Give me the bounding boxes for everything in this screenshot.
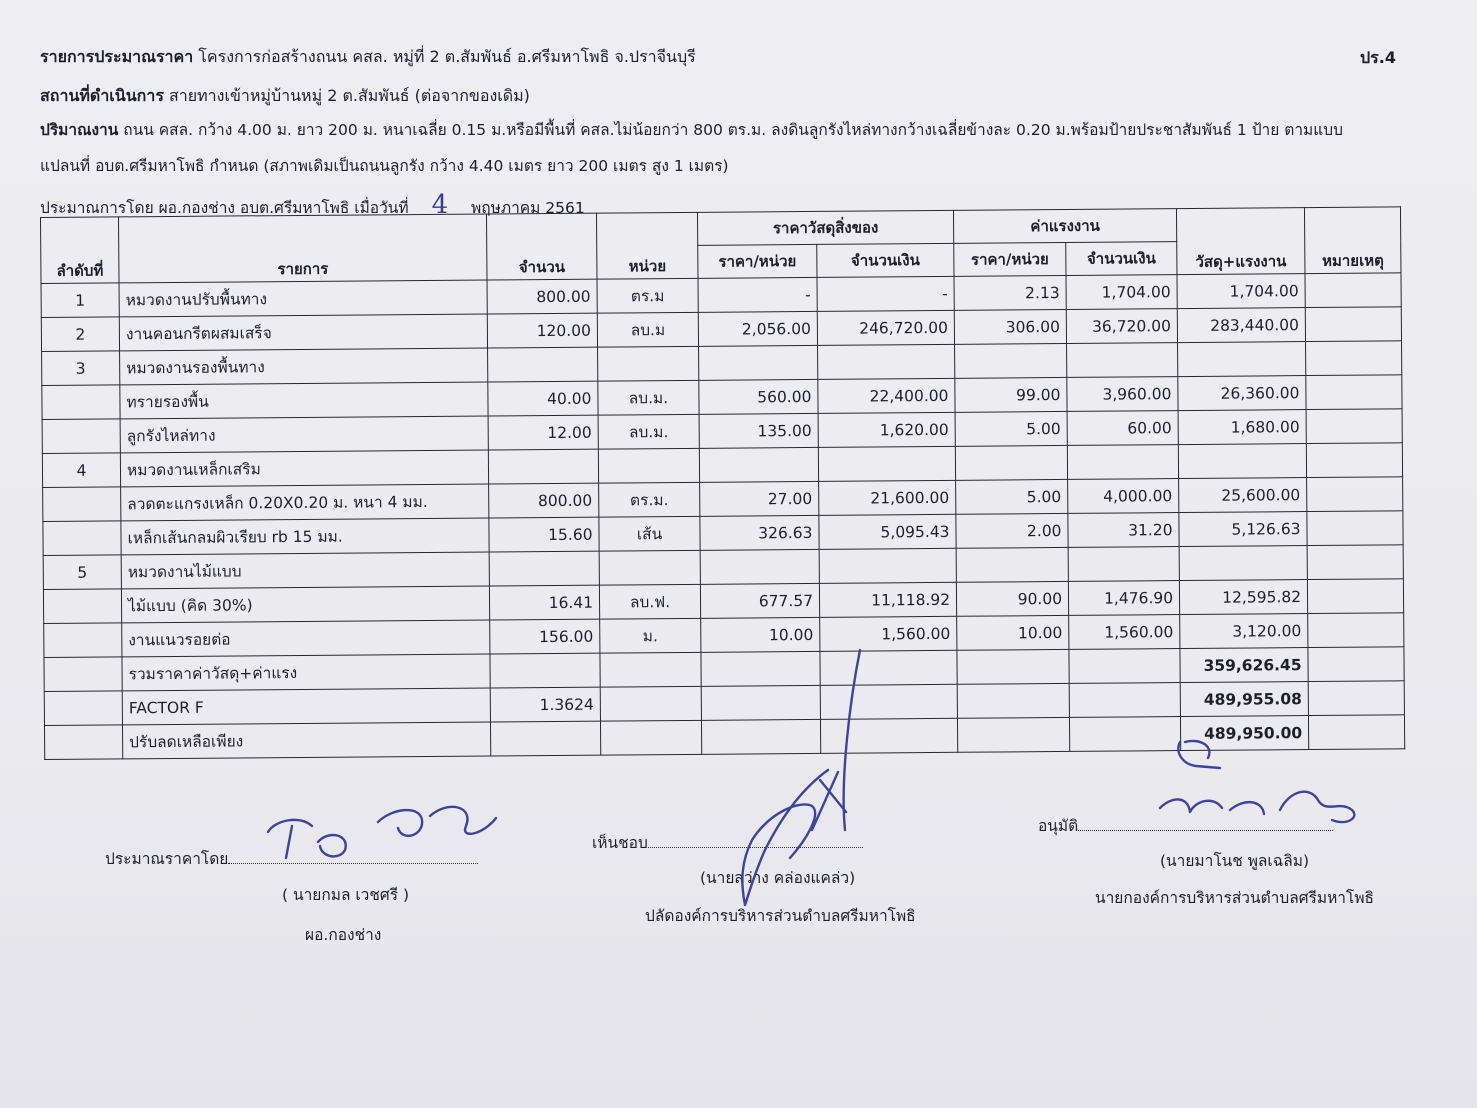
row-qty: 800.00	[487, 279, 597, 314]
row-material-amount	[818, 446, 955, 481]
row-unit	[598, 346, 699, 381]
row-labor-unit-price: 5.00	[956, 479, 1068, 514]
row-total: 26,360.00	[1178, 376, 1306, 411]
row-material-unit-price	[700, 549, 819, 584]
row-labor-unit-price: 5.00	[955, 411, 1067, 446]
row-unit: ลบ.ม.	[598, 414, 699, 449]
row-material-amount: 1,560.00	[820, 616, 957, 651]
row-total: 25,600.00	[1179, 478, 1307, 513]
row-unit: ลบ.ฟ.	[599, 584, 700, 619]
row-material-amount: 11,118.92	[819, 582, 956, 617]
row-material-amount: 5,095.43	[819, 514, 956, 549]
row-seq: 3	[42, 351, 120, 386]
header-item: รายการ	[119, 214, 488, 283]
row-total	[1179, 546, 1307, 581]
row-item: รวมราคาค่าวัสดุ+ค่าแรง	[122, 654, 490, 691]
estimator-position: ผอ.กองช่าง	[305, 926, 382, 944]
approver-position: ปลัดองค์การบริหารส่วนตำบลศรีมหาโพธิ	[645, 907, 916, 925]
row-labor-amount	[1069, 649, 1180, 684]
row-seq	[42, 385, 120, 420]
row-item: ปรับลดเหลือเพียง	[122, 722, 490, 759]
row-remark	[1307, 477, 1403, 512]
row-item: ไม้แบบ (คิด 30%)	[121, 586, 489, 623]
row-material-unit-price: 2,056.00	[698, 311, 817, 346]
row-item: หมวดงานเหล็กเสริม	[120, 450, 488, 487]
row-qty: 15.60	[489, 517, 599, 552]
header-qty: จำนวน	[486, 213, 597, 280]
handwritten-day: 4	[431, 190, 449, 220]
approver-name: (นายสว่าง คล่องแคล่ว)	[700, 869, 856, 887]
row-total: 283,440.00	[1177, 308, 1305, 343]
header-remark: หมายเหตุ	[1304, 207, 1401, 274]
row-remark	[1308, 715, 1404, 750]
final-label: อนุมัติ	[1038, 817, 1079, 835]
row-material-amount: 246,720.00	[817, 310, 954, 345]
row-qty: 16.41	[489, 585, 599, 620]
final-approver-position: นายกองค์การบริหารส่วนตำบลศรีมหาโพธิ	[1095, 889, 1375, 907]
row-item: งานคอนกรีตผสมเสร็จ	[119, 314, 487, 351]
row-labor-amount: 3,960.00	[1067, 377, 1178, 412]
row-total: 3,120.00	[1180, 614, 1308, 649]
row-material-unit-price: -	[698, 277, 817, 312]
header-line-1	[40, 45, 696, 70]
row-labor-unit-price	[955, 445, 1067, 480]
row-remark	[1306, 443, 1402, 478]
row-unit	[599, 550, 700, 585]
row-labor-unit-price: 10.00	[957, 615, 1069, 650]
header-line-2	[40, 84, 530, 109]
row-unit: ลบ.ม	[597, 312, 698, 347]
row-qty: 1.3624	[490, 687, 600, 722]
row-seq	[43, 521, 121, 556]
row-total: 489,950.00	[1180, 716, 1308, 751]
row-material-amount	[820, 684, 957, 719]
row-material-unit-price: 135.00	[699, 413, 818, 448]
header-labor-amount: จำนวนเงิน	[1066, 242, 1177, 276]
row-labor-unit-price	[957, 649, 1069, 684]
row-seq: 4	[42, 453, 120, 488]
row-seq: 2	[41, 317, 119, 352]
row-seq	[43, 589, 121, 624]
quantity-text: ถนน คสล. กว้าง 4.00 ม. ยาว 200 ม. หนาเฉลี่ย 0.15 ม.หรือมีพื้นที่ คสล.ไม่น้อยกว่า 800 ตร.ม. ลงดินลูกรังไหล่ทางกว้างเฉลี่ยข้างละ 0.20 ม.พร้อมป้ายประชาสัมพันธ์ 1 ป้าย ตามแบบ	[123, 121, 1343, 139]
quantity-label: ปริมาณงาน	[40, 121, 119, 139]
row-labor-unit-price	[957, 717, 1069, 752]
row-unit: ม.	[600, 618, 701, 653]
row-qty	[490, 653, 600, 688]
row-item: ลวดตะแกรงเหล็ก 0.20X0.20 ม. หนา 4 มม.	[121, 484, 489, 521]
row-unit: เส้น	[599, 516, 700, 551]
row-unit: ตร.ม.	[599, 482, 700, 517]
row-material-amount: 1,620.00	[818, 412, 955, 447]
estimator-name: ( นายกมล เวชศรี )	[282, 886, 410, 904]
row-seq	[42, 419, 120, 454]
row-item: หมวดงานปรับพื้นทาง	[119, 280, 487, 317]
row-total	[1178, 444, 1306, 479]
row-seq	[44, 657, 122, 692]
estimator-label: ประมาณราคาโดย	[105, 850, 229, 868]
row-material-unit-price	[701, 685, 820, 720]
row-material-amount	[820, 650, 957, 685]
estimate-table	[40, 206, 1405, 760]
final-approver-name: (นายมาโนช พูลเฉลิม)	[1160, 852, 1310, 870]
header-material-amount: จำนวนเงิน	[817, 243, 954, 277]
row-remark	[1305, 307, 1401, 342]
row-item: หมวดงานไม้แบบ	[121, 552, 489, 589]
row-remark	[1308, 647, 1404, 682]
row-labor-amount	[1068, 547, 1179, 582]
row-remark	[1308, 681, 1404, 716]
row-remark	[1307, 545, 1403, 580]
header-labor-group: ค่าแรงงาน	[953, 209, 1176, 244]
row-remark	[1306, 375, 1402, 410]
header-line-4: แปลนที่ อบต.ศรีมหาโพธิ กำหนด (สภาพเดิมเป็นถนนลูกรัง กว้าง 4.40 เมตร ยาว 200 เมตร สูง 1 เมตร)	[40, 157, 729, 175]
row-material-unit-price: 560.00	[699, 379, 818, 414]
approve-signature-line	[592, 830, 863, 855]
header-material-unit-price: ราคา/หน่วย	[698, 244, 817, 278]
final-signature-icon	[1160, 741, 1354, 822]
row-labor-amount	[1069, 683, 1180, 718]
row-labor-unit-price	[955, 343, 1067, 378]
row-qty: 156.00	[490, 619, 600, 654]
row-qty	[489, 551, 599, 586]
row-labor-unit-price: 2.13	[954, 275, 1066, 310]
row-remark	[1307, 511, 1403, 546]
row-material-unit-price	[699, 447, 818, 482]
row-material-unit-price: 10.00	[701, 617, 820, 652]
row-item: ทรายรองพื้น	[120, 382, 488, 419]
row-seq	[44, 725, 122, 760]
signature-dots	[648, 833, 863, 848]
row-labor-unit-price	[957, 683, 1069, 718]
row-item: งานแนวรอยต่อ	[122, 620, 490, 657]
signature-dots	[228, 849, 478, 864]
header-total: วัสดุ+แรงงาน	[1177, 208, 1306, 275]
row-labor-unit-price: 99.00	[955, 377, 1067, 412]
row-material-amount	[820, 718, 957, 753]
row-labor-amount	[1067, 445, 1178, 480]
row-total: 5,126.63	[1179, 512, 1307, 547]
row-material-unit-price: 677.57	[700, 583, 819, 618]
row-labor-unit-price	[956, 547, 1068, 582]
row-unit	[598, 448, 699, 483]
row-material-unit-price	[701, 719, 820, 754]
row-material-amount	[818, 344, 955, 379]
row-unit	[600, 652, 701, 687]
row-material-unit-price	[699, 345, 818, 380]
estimate-by-text: ประมาณการโดย ผอ.กองช่าง อบต.ศรีมหาโพธิ เมื่อวันที่	[40, 199, 409, 217]
row-qty	[490, 721, 600, 756]
row-total: 1,704.00	[1177, 274, 1305, 309]
row-item: ลูกรังไหล่ทาง	[120, 416, 488, 453]
row-total	[1178, 342, 1306, 377]
row-labor-amount: 1,560.00	[1069, 615, 1180, 650]
location-text: สายทางเข้าหมู่บ้านหมู่ 2 ต.สัมพันธ์ (ต่อจากของเดิม)	[169, 86, 530, 105]
row-item: เหล็กเส้นกลมผิวเรียบ rb 15 มม.	[121, 518, 489, 555]
signature-dots	[1078, 816, 1333, 831]
row-qty: 40.00	[488, 381, 598, 416]
header-unit: หน่วย	[596, 212, 698, 279]
row-remark	[1305, 273, 1401, 308]
row-material-unit-price: 326.63	[700, 515, 819, 550]
row-total: 12,595.82	[1179, 580, 1307, 615]
row-labor-amount: 4,000.00	[1068, 479, 1179, 514]
form-code: ปร.4	[1360, 48, 1396, 67]
row-labor-unit-price: 306.00	[954, 309, 1066, 344]
row-unit: ลบ.ม.	[598, 380, 699, 415]
row-seq	[43, 487, 121, 522]
row-remark	[1307, 579, 1403, 614]
row-qty	[488, 449, 598, 484]
row-remark	[1308, 613, 1404, 648]
row-qty: 120.00	[487, 313, 597, 348]
row-labor-amount: 36,720.00	[1066, 309, 1177, 344]
row-total: 489,955.08	[1180, 682, 1308, 717]
row-seq: 5	[43, 555, 121, 590]
row-remark	[1306, 409, 1402, 444]
row-seq	[44, 623, 122, 658]
row-material-amount	[819, 548, 956, 583]
row-total: 1,680.00	[1178, 410, 1306, 445]
approve-label: เห็นชอบ	[592, 834, 648, 852]
row-qty: 800.00	[489, 483, 599, 518]
row-labor-amount	[1069, 717, 1180, 752]
project-title: โครงการก่อสร้างถนน คสล. หมู่ที่ 2 ต.สัมพันธ์ อ.ศรีมหาโพธิ จ.ปราจีนบุรี	[198, 47, 696, 66]
header-material-group: ราคาวัสดุสิ่งของ	[697, 210, 953, 245]
row-labor-unit-price: 2.00	[956, 513, 1068, 548]
estimate-date-text: พฤษภาคม 2561	[471, 199, 585, 217]
row-material-amount: 22,400.00	[818, 378, 955, 413]
row-material-amount: 21,600.00	[819, 480, 956, 515]
row-unit	[600, 686, 701, 721]
estimator-signature-line	[105, 846, 478, 871]
location-label: สถานที่ดำเนินการ	[40, 86, 164, 105]
row-qty	[488, 347, 598, 382]
row-labor-amount: 1,476.90	[1068, 581, 1179, 616]
row-unit: ตร.ม	[597, 278, 698, 313]
row-seq: 1	[41, 283, 119, 318]
header-seq: ลำดับที่	[41, 217, 120, 284]
row-seq	[44, 691, 122, 726]
row-labor-unit-price: 90.00	[956, 581, 1068, 616]
row-material-unit-price	[701, 651, 820, 686]
row-item: FACTOR F	[122, 688, 490, 725]
row-labor-amount: 60.00	[1067, 411, 1178, 446]
row-remark	[1306, 341, 1402, 376]
row-item: หมวดงานรองพื้นทาง	[120, 348, 488, 385]
row-labor-amount	[1067, 343, 1178, 378]
row-labor-amount: 31.20	[1068, 513, 1179, 548]
final-approval-line	[1038, 813, 1333, 838]
row-material-unit-price: 27.00	[700, 481, 819, 516]
row-total: 359,626.45	[1180, 648, 1308, 683]
estimate-label: รายการประมาณราคา	[40, 47, 194, 66]
row-labor-amount: 1,704.00	[1066, 275, 1177, 310]
row-unit	[600, 720, 701, 755]
header-line-3	[40, 117, 1343, 142]
table-body	[41, 273, 1405, 760]
header-labor-unit-price: ราคา/หน่วย	[954, 242, 1066, 276]
row-material-amount: -	[817, 276, 954, 311]
row-qty: 12.00	[488, 415, 598, 450]
